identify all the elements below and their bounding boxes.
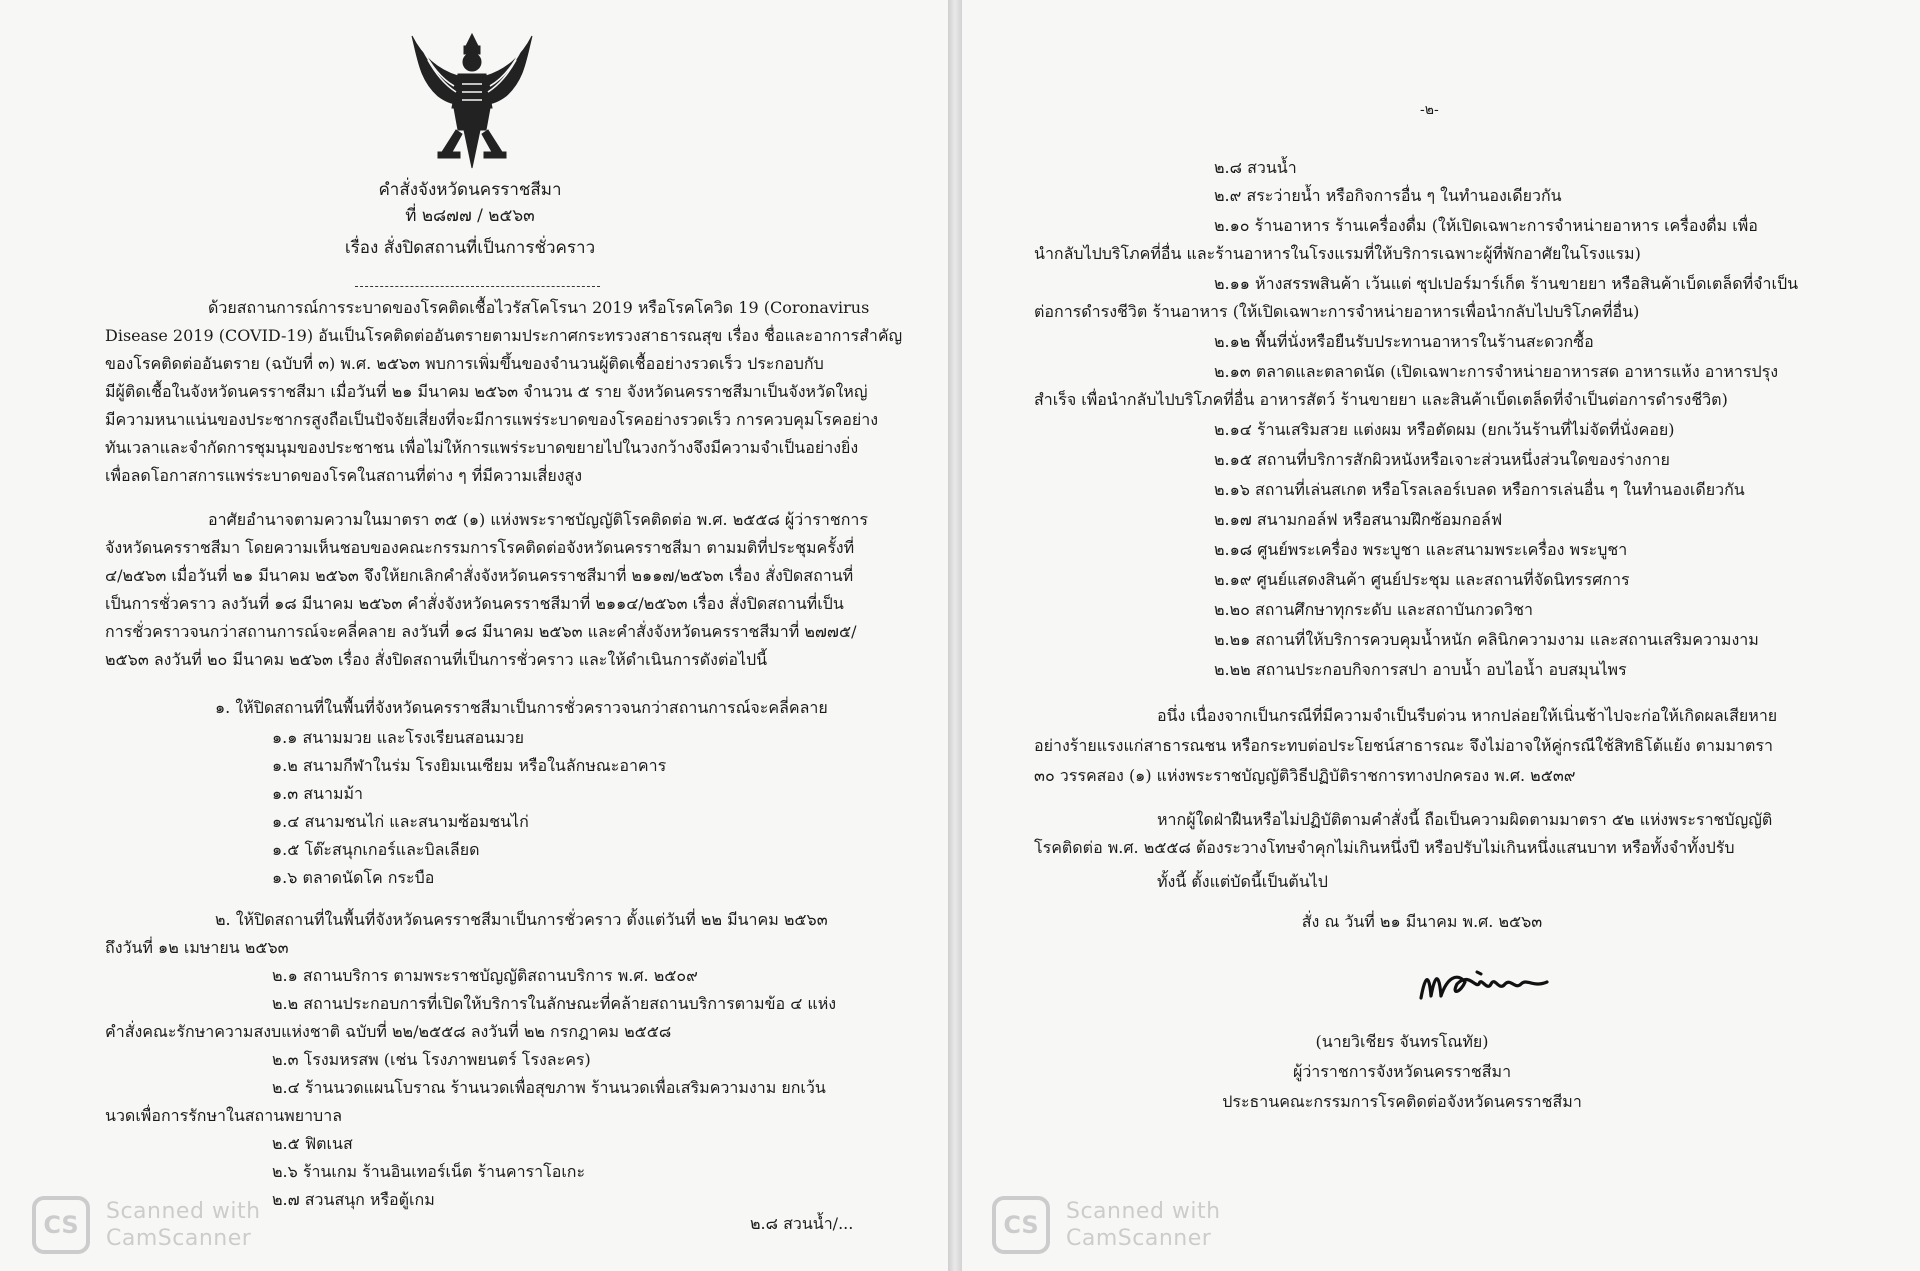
watermark-line: CamScanner xyxy=(1066,1226,1212,1251)
clause-item: ๑.๔ สนามชนไก่ และสนามซ้อมชนไก่ xyxy=(272,812,529,831)
clause-item: ๒.๒๐ สถานศึกษาทุกระดับ และสถาบันกวดวิชา xyxy=(1214,600,1533,619)
authority-line: ๒๕๖๓ ลงวันที่ ๒๐ มีนาคม ๒๕๖๓ เรื่อง สั่งปิดสถานที่เป็นการชั่วคราว และให้ดำเนินการดังต่อไปนี้ xyxy=(105,650,768,669)
clause-item: ๒.๕ ฟิตเนส xyxy=(272,1134,353,1153)
authority-line: อาศัยอำนาจตามความในมาตรา ๓๕ (๑) แห่งพระราชบัญญัติโรคติดต่อ พ.ศ. ๒๕๕๘ ผู้ว่าราชการ xyxy=(208,510,868,529)
preamble-line: ของโรคติดต่ออันตราย (ฉบับที่ ๓) พ.ศ. ๒๕๖๓ พบการเพิ่มขึ้นของจำนวนผู้ติดเชื้ออย่างรวดเร็ว ประกอบกับ xyxy=(105,354,824,373)
clause-item: ๒.๑๖ สถานที่เล่นสเกต หรือโรลเลอร์เบลด หรือการเล่นอื่น ๆ ในทำนองเดียวกัน xyxy=(1214,480,1745,499)
clause-item-cont: ต่อการดำรงชีวิต ร้านอาหาร (ให้เปิดเฉพาะการจำหน่ายอาหารเพื่อนำกลับไปบริโภคที่อื่น) xyxy=(1034,302,1640,321)
clause-item-cont: คำสั่งคณะรักษาความสงบแห่งชาติ ฉบับที่ ๒๒/๒๕๕๘ ลงวันที่ ๒๒ กรกฎาคม ๒๕๕๘ xyxy=(105,1022,672,1041)
authority-line: ๔/๒๕๖๓ เมื่อวันที่ ๒๑ มีนาคม ๒๕๖๓ จึงให้ยกเลิกคำสั่งจังหวัดนครราชสีมาที่ ๒๑๑๗/๒๕๖๓ เรื่อง สั่งปิดสถานที่ xyxy=(105,566,854,585)
watermark-line: CamScanner xyxy=(106,1226,252,1251)
signer-title: ประธานคณะกรรมการโรคติดต่อจังหวัดนครราชสีมา xyxy=(1222,1092,1582,1111)
clause-item: ๒.๑ สถานบริการ ตามพระราชบัญญัติสถานบริการ พ.ศ. ๒๕๐๙ xyxy=(272,966,698,985)
page-number: -๒- xyxy=(1420,102,1439,118)
preamble-line: ทันเวลาและจำกัดการชุมนุมของประชาชน เพื่อไม่ให้การแพร่ระบาดขยายไปในวงกว้างจึงมีความจำเป็นอย่างยิ่ง xyxy=(105,438,859,457)
camscanner-logo-icon: CS xyxy=(992,1196,1050,1254)
camscanner-watermark xyxy=(992,1196,1221,1254)
urgency-line: อย่างร้ายแรงแก่สาธารณชน หรือกระทบต่อประโยชน์สาธารณะ จึงไม่อาจให้คู่กรณีใช้สิทธิโต้แย้ง ตามมาตรา xyxy=(1034,736,1774,755)
clause-item: ๑.๑ สนามมวย และโรงเรียนสอนมวย xyxy=(272,728,525,747)
clause-item: ๒.๓ โรงมหรสพ (เช่น โรงภาพยนตร์ โรงละคร) xyxy=(272,1050,591,1069)
order-date: สั่ง ณ วันที่ ๒๑ มีนาคม พ.ศ. ๒๕๖๓ xyxy=(1301,912,1543,931)
signer-name: (นายวิเชียร จันทรโณทัย) xyxy=(1315,1032,1489,1051)
watermark-line: Scanned with xyxy=(106,1199,261,1224)
clause-item: ๒.๑๘ ศูนย์พระเครื่อง พระบูชา และสนามพระเครื่อง พระบูชา xyxy=(1214,540,1628,559)
authority-line: จังหวัดนครราชสีมา โดยความเห็นชอบของคณะกรรมการโรคติดต่อจังหวัดนครราชสีมา ตามมติที่ประชุมครั้งที่ xyxy=(105,538,855,557)
order-subject: เรื่อง สั่งปิดสถานที่เป็นการชั่วคราว xyxy=(344,238,596,258)
urgency-line: อนึ่ง เนื่องจากเป็นกรณีที่มีความจำเป็นรีบด่วน หากปล่อยให้เนิ่นช้าไปจะก่อให้เกิดผลเสียหาย xyxy=(1157,706,1778,725)
penalty-line: หากผู้ใดฝ่าฝืนหรือไม่ปฏิบัติตามคำสั่งนี้ ถือเป็นความผิดตามมาตรา ๕๒ แห่งพระราชบัญญัติ xyxy=(1157,810,1773,829)
garuda-emblem-icon xyxy=(408,30,536,172)
penalty-line: โรคติดต่อ พ.ศ. ๒๕๕๘ ต้องระวางโทษจำคุกไม่เกินหนึ่งปี หรือปรับไม่เกินหนึ่งแสนบาท หรือทั้งจำทั้งปรับ xyxy=(1034,838,1735,857)
clause-item: ๒.๑๙ ศูนย์แสดงสินค้า ศูนย์ประชุม และสถานที่จัดนิทรรศการ xyxy=(1214,570,1630,589)
preamble-line: Disease 2019 (COVID-19) อันเป็นโรคติดต่ออันตรายตามประกาศกระทรวงสาธารณสุข เรื่อง ชื่อและอาการสำคัญ xyxy=(105,326,903,345)
preamble-line: ด้วยสถานการณ์การระบาดของโรคติดเชื้อไวรัสโคโรนา 2019 หรือโรคโควิด 19 (Coronavirus xyxy=(208,298,870,317)
signature-icon xyxy=(1417,962,1552,1007)
clause-item: ๑.๓ สนามม้า xyxy=(272,784,364,803)
camscanner-logo-icon: CS xyxy=(32,1196,90,1254)
clause-item-cont: นำกลับไปบริโภคที่อื่น และร้านอาหารในโรงแรมที่ให้บริการเฉพาะผู้ที่พักอาศัยในโรงแรม) xyxy=(1034,244,1641,263)
clause-item: ๒.๖ ร้านเกม ร้านอินเทอร์เน็ต ร้านคาราโอเกะ xyxy=(272,1162,586,1181)
preamble-line: มีความหนาแน่นของประชากรสูงถือเป็นปัจจัยเสี่ยงที่จะมีการแพร่ระบาดของโรคอย่างรวดเร็ว การควบคุมโรคอย่าง xyxy=(105,410,879,429)
title-divider xyxy=(355,286,600,287)
page-gutter xyxy=(948,0,962,1271)
clause-item: ๒.๑๐ ร้านอาหาร ร้านเครื่องดื่ม (ให้เปิดเฉพาะการจำหน่ายอาหาร เครื่องดื่ม เพื่อ xyxy=(1214,216,1758,235)
urgency-line: ๓๐ วรรคสอง (๑) แห่งพระราชบัญญัติวิธีปฏิบัติราชการทางปกครอง พ.ศ. ๒๕๓๙ xyxy=(1034,766,1576,785)
clause-item: ๒.๔ ร้านนวดแผนโบราณ ร้านนวดเพื่อสุขภาพ ร้านนวดเพื่อเสริมความงาม ยกเว้น xyxy=(272,1078,826,1097)
signer-title: ผู้ว่าราชการจังหวัดนครราชสีมา xyxy=(1292,1062,1512,1081)
clause-2-cont: ถึงวันที่ ๑๒ เมษายน ๒๕๖๓ xyxy=(105,938,289,957)
clause-item: ๑.๖ ตลาดนัดโค กระบือ xyxy=(272,868,435,887)
clause-item: ๒.๑๓ ตลาดและตลาดนัด (เปิดเฉพาะการจำหน่ายอาหารสด อาหารแห้ง อาหารปรุง xyxy=(1214,362,1779,381)
watermark-line: Scanned with xyxy=(1066,1199,1221,1224)
clause-item: ๒.๒๒ สถานประกอบกิจการสปา อาบน้ำ อบไอน้ำ อบสมุนไพร xyxy=(1214,660,1627,679)
clause-item: ๑.๕ โต๊ะสนุกเกอร์และบิลเลียด xyxy=(272,840,480,859)
clause-item-cont: สำเร็จ เพื่อนำกลับไปบริโภคที่อื่น อาหารสัตว์ ร้านขายยา และสินค้าเบ็ดเตล็ดที่จำเป็นต่อการดำรงชีวิต) xyxy=(1034,390,1728,409)
clause-item: ๒.๘ สวนน้ำ xyxy=(1214,158,1297,177)
clause-item: ๒.๑๕ สถานที่บริการสักผิวหนังหรือเจาะส่วนหนึ่งส่วนใดของร่างกาย xyxy=(1214,450,1670,469)
document-page-1 xyxy=(0,0,948,1271)
order-title: คำสั่งจังหวัดนครราชสีมา xyxy=(378,180,562,200)
document-page-2 xyxy=(962,0,1920,1271)
clause-item: ๒.๑๒ พื้นที่นั่งหรือยืนรับประทานอาหารในร้านสะดวกซื้อ xyxy=(1214,332,1594,351)
clause-2: ๒. ให้ปิดสถานที่ในพื้นที่จังหวัดนครราชสีมาเป็นการชั่วคราว ตั้งแต่วันที่ ๒๒ มีนาคม ๒๕๖๓ xyxy=(215,910,828,929)
authority-line: การชั่วคราวจนกว่าสถานการณ์จะคลี่คลาย ลงวันที่ ๑๘ มีนาคม ๒๕๖๓ และคำสั่งจังหวัดนครราชสีมาที่ ๒๗๗๕/ xyxy=(105,622,857,641)
continue-marker: ๒.๘ สวนน้ำ/... xyxy=(750,1214,854,1233)
clause-item: ๒.๑๔ ร้านเสริมสวย แต่งผม หรือตัดผม (ยกเว้นร้านที่ไม่จัดที่นั่งคอย) xyxy=(1214,420,1675,439)
clause-item: ๒.๒๑ สถานที่ให้บริการควบคุมน้ำหนัก คลินิกความงาม และสถานเสริมความงาม xyxy=(1214,630,1759,649)
clause-item: ๑.๒ สนามกีฬาในร่ม โรงยิมเนเซียม หรือในลักษณะอาคาร xyxy=(272,756,667,775)
camscanner-watermark xyxy=(32,1196,261,1254)
clause-item: ๒.๑๗ สนามกอล์ฟ หรือสนามฝึกซ้อมกอล์ฟ xyxy=(1214,510,1503,529)
effective-statement: ทั้งนี้ ตั้งแต่บัดนี้เป็นต้นไป xyxy=(1157,872,1328,891)
preamble-line: เพื่อลดโอกาสการแพร่ระบาดของโรคในสถานที่ต่าง ๆ ที่มีความเสี่ยงสูง xyxy=(105,466,583,485)
clause-1: ๑. ให้ปิดสถานที่ในพื้นที่จังหวัดนครราชสีมาเป็นการชั่วคราวจนกว่าสถานการณ์จะคลี่คลาย xyxy=(215,698,828,717)
authority-line: เป็นการชั่วคราว ลงวันที่ ๑๘ มีนาคม ๒๕๖๓ คำสั่งจังหวัดนครราชสีมาที่ ๒๑๑๔/๒๕๖๓ เรื่อง สั่งปิดสถานที่เป็น xyxy=(105,594,844,613)
clause-item: ๒.๙ สระว่ายน้ำ หรือกิจการอื่น ๆ ในทำนองเดียวกัน xyxy=(1214,186,1562,205)
clause-item: ๒.๒ สถานประกอบการที่เปิดให้บริการในลักษณะที่คล้ายสถานบริการตามข้อ ๔ แห่ง xyxy=(272,994,837,1013)
clause-item: ๒.๗ สวนสนุก หรือตู้เกม xyxy=(272,1190,435,1209)
clause-item-cont: นวดเพื่อการรักษาในสถานพยาบาล xyxy=(105,1106,342,1125)
clause-item: ๒.๑๑ ห้างสรรพสินค้า เว้นแต่ ซุปเปอร์มาร์เก็ต ร้านขายยา หรือสินค้าเบ็ดเตล็ดที่จำเป็น xyxy=(1214,274,1799,293)
preamble-line: มีผู้ติดเชื้อในจังหวัดนครราชสีมา เมื่อวันที่ ๒๑ มีนาคม ๒๕๖๓ จำนวน ๕ ราย จังหวัดนครราชสีมาเป็นจังหวัดใหญ่ xyxy=(105,382,868,401)
order-number: ที่ ๒๘๗๗ / ๒๕๖๓ xyxy=(405,206,535,226)
